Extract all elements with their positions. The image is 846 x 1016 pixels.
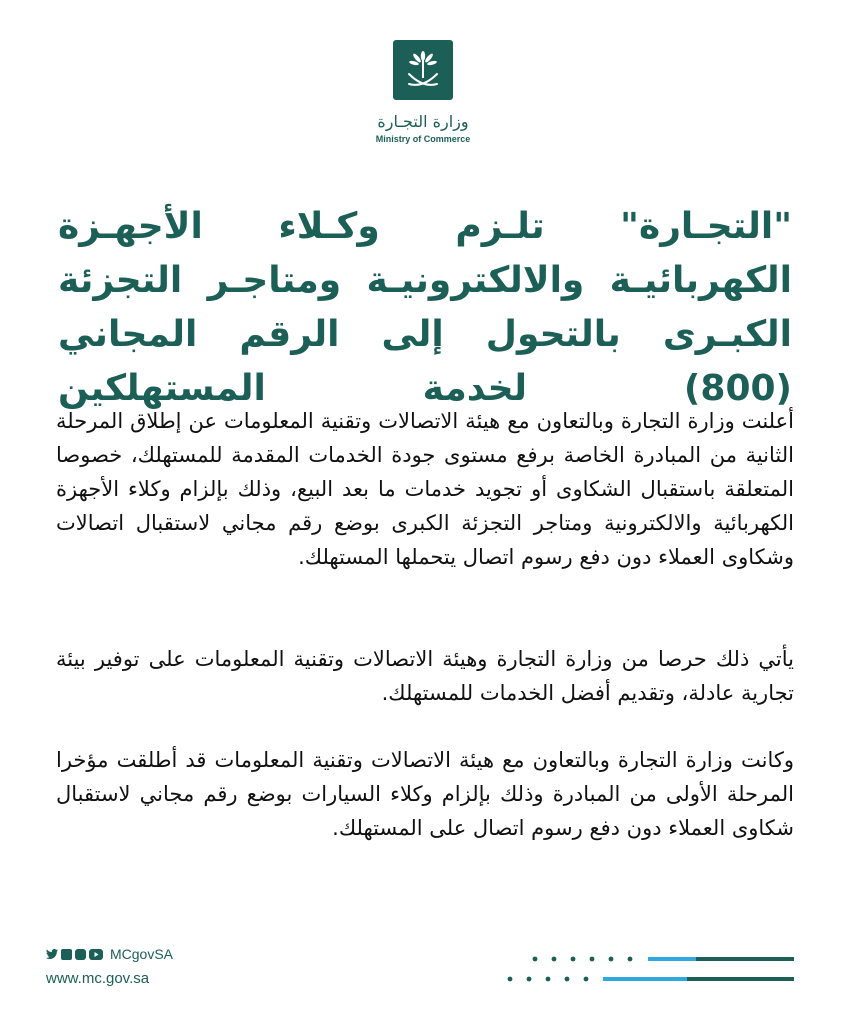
twitter-icon[interactable] (46, 949, 58, 960)
social-links (46, 944, 173, 964)
facebook-icon[interactable] (61, 949, 72, 960)
body-paragraph-2: يأتي ذلك حرصا من وزارة التجارة وهيئة الاتصالات وتقنية المعلومات على توفير بيئة تجارية عادلة، وتقديم أفضل الخدمات للمستهلك. (56, 647, 794, 705)
press-release-headline: "التجـارة" تلـزم وكـلاء الأجهـزة الكهربائيـة والالكترونيـة ومتاجـر التجزئة الكبـرى بالتحول إلى الرقم المجاني (800) لخدمة المستهلكين (58, 206, 792, 409)
instagram-icon[interactable] (75, 949, 86, 960)
ministry-name-english: Ministry of Commerce (375, 134, 471, 144)
website-url[interactable]: www.mc.gov.sa (46, 970, 150, 987)
decorative-dots-lines (506, 948, 806, 988)
footer-contact (46, 944, 173, 987)
ministry-name-arabic: وزارة التجـارة (377, 112, 469, 131)
body-paragraph-1: أعلنت وزارة التجارة وبالتعاون مع هيئة الاتصالات وتقنية المعلومات عن إطلاق المرحلة الثانية من المبادرة الخاصة برفع مستوى جودة الخدمات المقدمة للمستهلك، خصوصا المتعلقة باستقبال الشكاوى أو تجويد خدمات ما بعد البيع، وذلك بإلزام وكلاء الأجهزة الكهربائية والالكترونية ومتاجر التجزئة الكبرى بوضع رقم مجاني لاستقبال اتصالات وشكاوى العملاء دون دفع رسوم اتصال يتحملها المستهلك. (56, 409, 794, 569)
ministry-logo (0, 40, 846, 145)
palm-swords-emblem-icon (393, 40, 453, 100)
youtube-icon[interactable] (89, 949, 103, 960)
body-paragraph-3: وكانت وزارة التجارة وبالتعاون مع هيئة الاتصالات وتقنية المعلومات قد أطلقت مؤخرا المرحلة الأولى من المبادرة وذلك بإلزام وكلاء السيارات بوضع رقم مجاني لاستقبال شكاوى العملاء دون دفع رسوم اتصال على المستهلك. (56, 748, 794, 840)
social-handle[interactable]: MCgovSA (110, 946, 174, 962)
